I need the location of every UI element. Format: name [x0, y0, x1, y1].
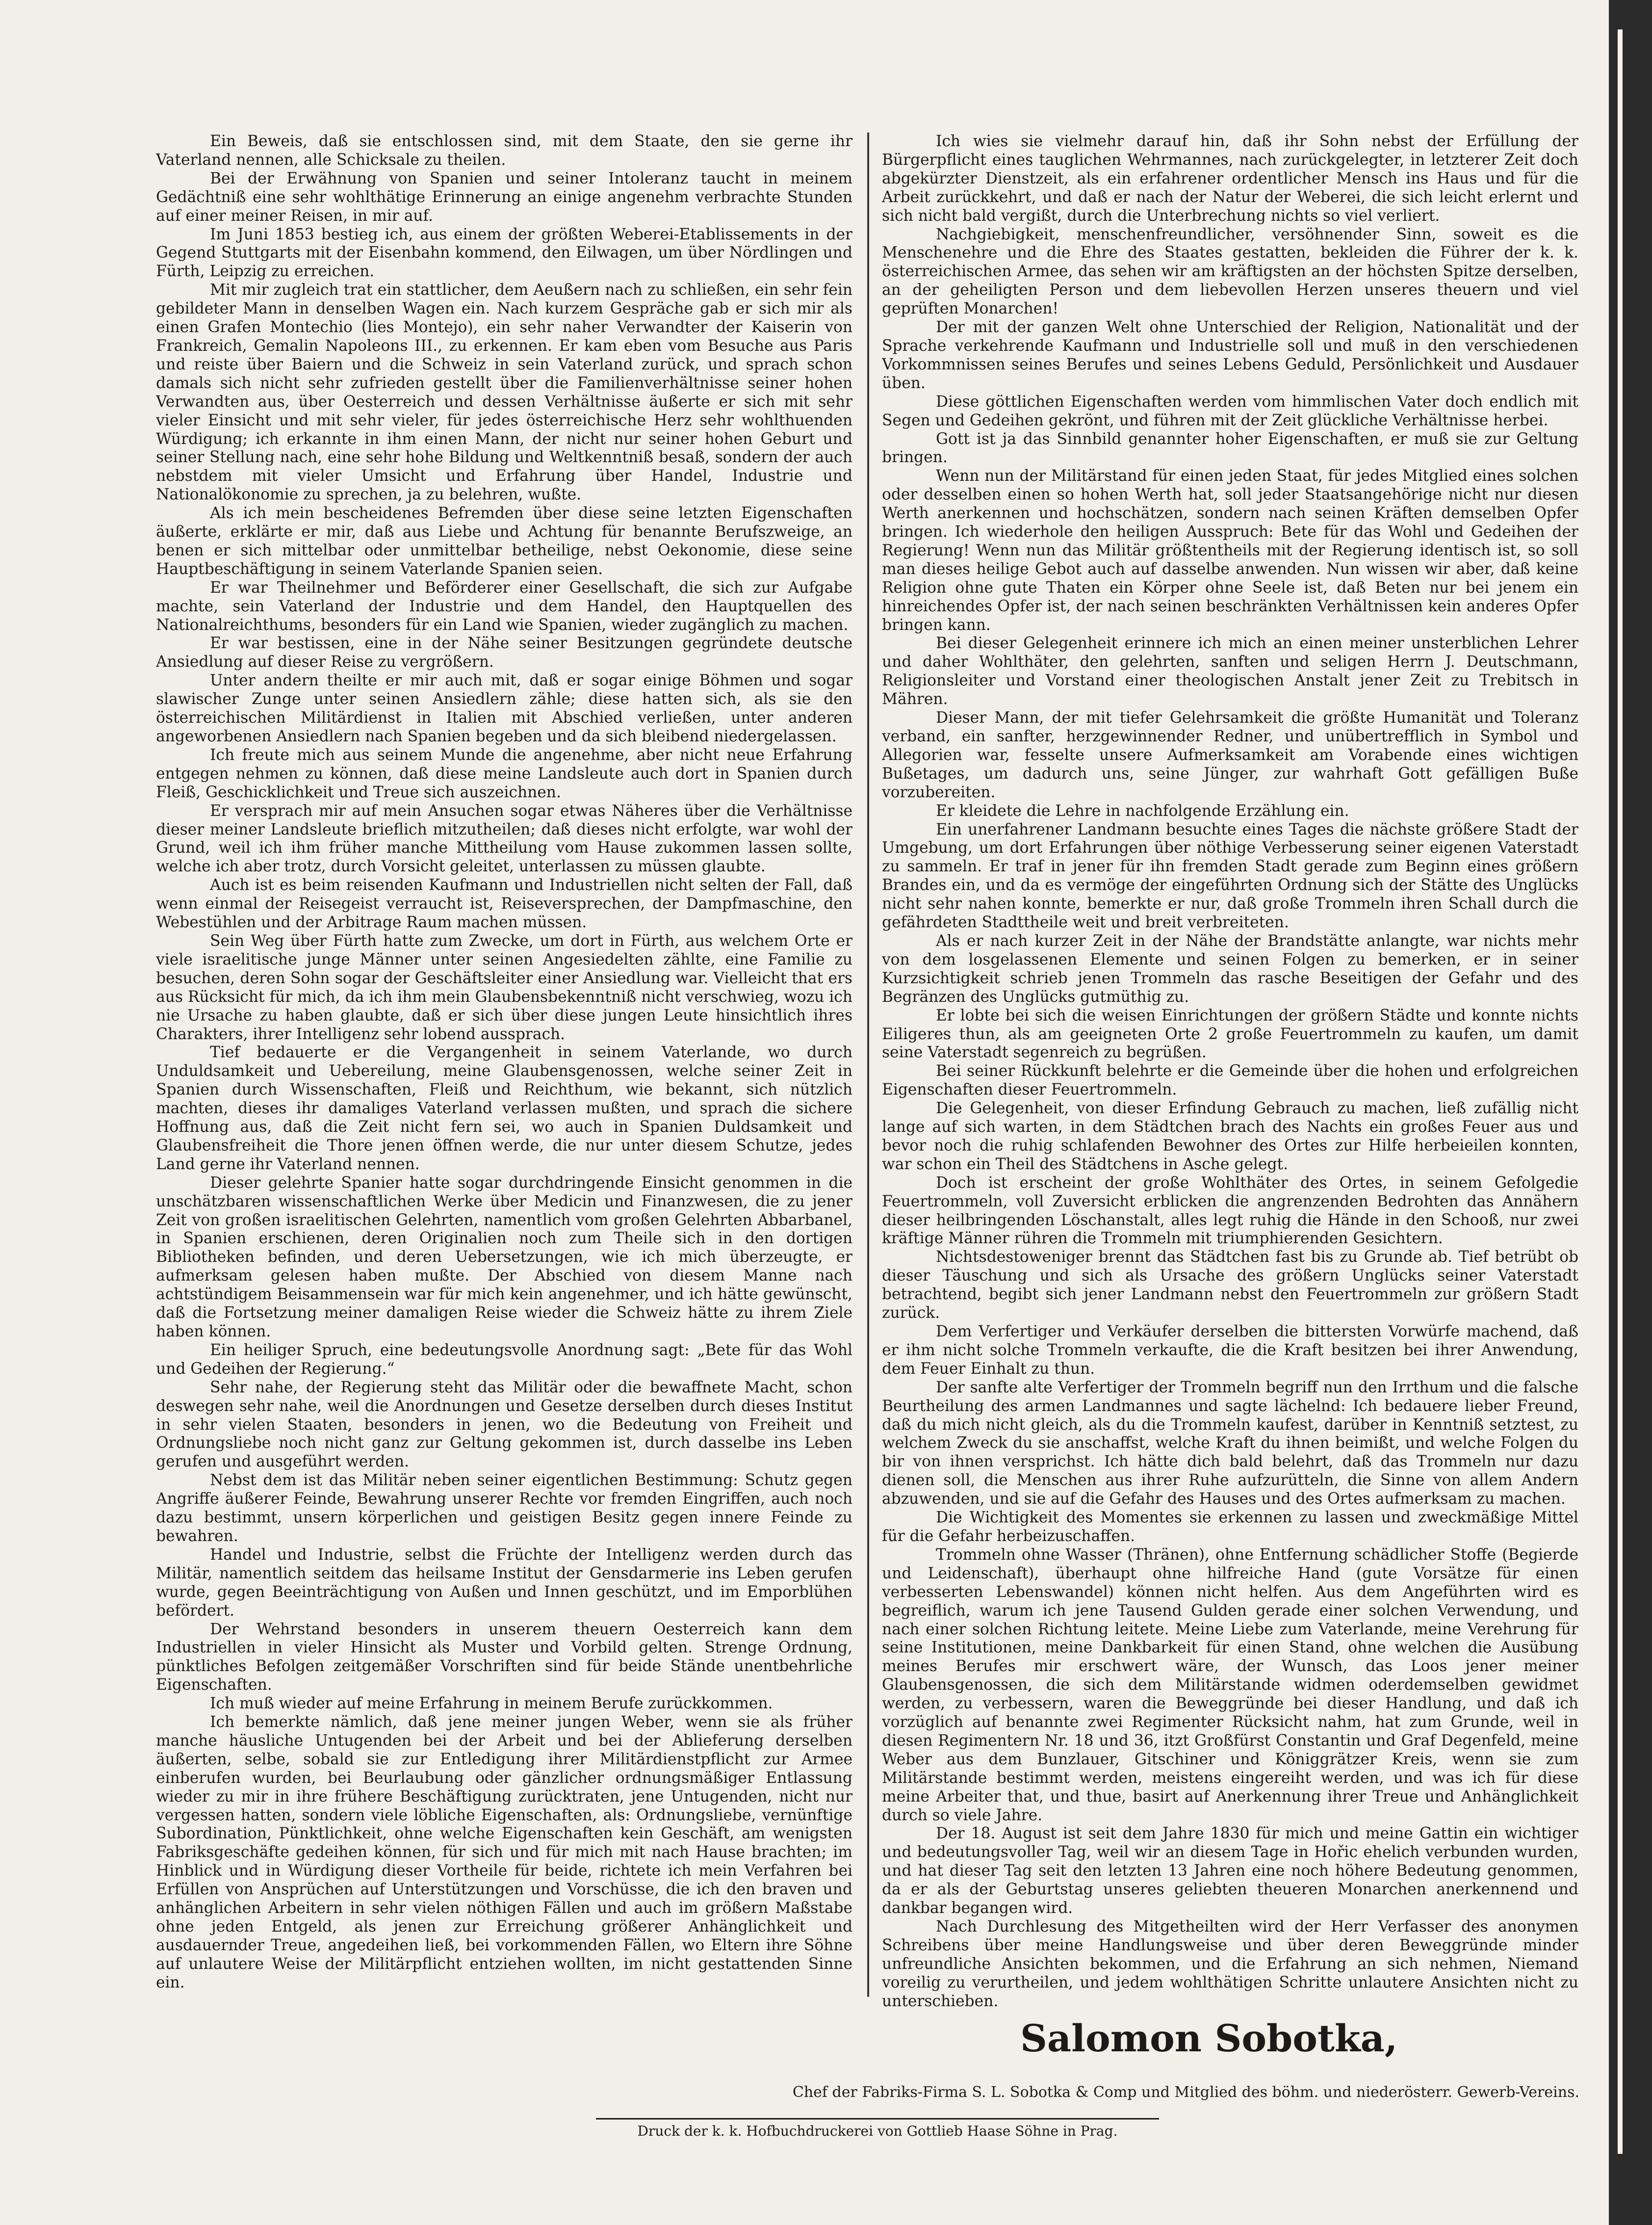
- paragraph: Die Gelegenheit, von dieser Erfindung Gebrauch zu machen, ließ zufällig nicht lange auf sich warten, in dem Städtchen brach des Nachts ein großes Feuer aus und bevor noch die ruhig schlafenden Bewohner des Ortes zur Hilfe herbeieilen konnten, war schon ein Theil des Städtchens in Asche gelegt.: [882, 1099, 1578, 1173]
- paragraph: Ich muß wieder auf meine Erfahrung in meinem Berufe zurückkommen.: [210, 1695, 773, 1713]
- paragraph: Als ich mein bescheidenes Befremden über diese seine letzten Eigenschaften äußerte, erklärte er mir, daß aus Liebe und Achtung für benannte Berufszweige, an benen er sich mittelbar oder unmittelbar betheilige, nebst Oekonomie, diese seine Hauptbeschäftigung in seinem Vaterlande Spanien seien.: [156, 504, 852, 578]
- paragraph: Dieser gelehrte Spanier hatte sogar durchdringende Einsicht genommen in die unschätzbaren wissenschaftlichen Werke über Medicin und Finanzwesen, die zu jener Zeit von großen israelitischen Gelehrten, namentlich vom großen Gelehrten Abbarbanel, in Spanien erschienen, deren Originalien noch zum Theile sich in den dortigen Bibliotheken befinden, und deren Uebersetzungen, wie ich mich überzeugte, er aufmerksam gelesen haben mußte. Der Abschied von diesem Manne nach achtstündigem Beisammensein war für mich kein angenehmer, und ich hätte gewünscht, daß die Fortsetzung meiner damaligen Reise wieder die Schweiz hätte zu ihrem Ziele haben können.: [156, 1174, 852, 1340]
- paragraph: Sein Weg über Fürth hatte zum Zwecke, um dort in Fürth, aus welchem Orte er viele israelitische junge Männer unter seinen Angesiedelten zählte, eine Familie zu besuchen, deren Sohn sogar der Geschäftsleiter einer Ansiedlung war. Vielleicht that ers aus Rücksicht für mich, da ich ihm mein Glaubensbekenntniß nicht verschwieg, wozu ich nie Ursache zu haben glaubte, daß er sich über diese jungen Leute hinsichtlich ihres Charakters, ihrer Intelligenz sehr lobend aussprach.: [156, 932, 852, 1043]
- paragraph: Gott ist ja das Sinnbild genannter hoher Eigenschaften, er muß sie zur Geltung bringen.: [882, 430, 1578, 467]
- column-divider: [867, 132, 869, 1997]
- paragraph: Der Wehrstand besonders in unserem theuern Oesterreich kann dem Industriellen in vieler Hinsicht als Muster und Vorbild gelten. Strenge Ordnung, pünktliches Befolgen zeitgemäßer Vorschriften sind für beide Stände unentbehrliche Eigenschaften.: [156, 1620, 852, 1694]
- paragraph: Handel und Industrie, selbst die Früchte der Intelligenz werden durch das Militär, namentlich seitdem das heilsame Institut der Gensdarmerie ins Leben gerufen wurde, gegen Beeinträchtigung von Außen und Innen geschützt, und im Emporblühen befördert.: [156, 1545, 852, 1620]
- right-column: [882, 132, 1578, 2012]
- paragraph: Tief bedauerte er die Vergangenheit in seinem Vaterlande, wo durch Unduldsamkeit und Uebereilung, meine Glaubensgenossen, welche seiner Zeit in Spanien durch Wissenschaften, Fleiß und Reichthum, wie bekannt, sich nützlich machten, dieses ihr damaliges Vaterland verlassen mußten, und sprach die sichere Hoffnung aus, daß die Zeit nicht fern sei, wo auch in Spanien Duldsamkeit und Glaubensfreiheit die Thore jenen öffnen werde, die nur unter diesem Schutze, jedes Land gerne ihr Vaterland nennen.: [156, 1044, 852, 1173]
- signature-title: Chef der Fabriks-Firma S. L. Sobotka & Comp und Mitglied des böhm. und niederösterr. Gewerb-Vereins.: [792, 2084, 1579, 2101]
- paragraph: Doch ist erscheint der große Wohlthäter des Ortes, in seinem Gefolgedie Feuertrommeln, voll Zuversicht erblicken die angrenzenden Bedrohten das Annähern dieser heilbringenden Löschanstalt, alles legt ruhig die Hände in den Schooß, nur zwei kräftige Männer rühren die Trommeln mit triumphierenden Gesichtern.: [882, 1174, 1578, 1248]
- paragraph: Diese göttlichen Eigenschaften werden vom himmlischen Vater doch endlich mit Segen und Gedeihen gekrönt, und führen mit der Zeit glückliche Verhältnisse herbei.: [882, 393, 1578, 429]
- paragraph: Der mit der ganzen Welt ohne Unterschied der Religion, Nationalität und der Sprache verkehrende Kaufmann und Industrielle soll und muß in den verschiedenen Vorkommnissen seines Berufes und seines Lebens Geduld, Persönlichkeit und Ausdauer üben.: [882, 318, 1578, 392]
- paragraph: Trommeln ohne Wasser (Thränen), ohne Entfernung schädlicher Stoffe (Begierde und Leidenschaft), überhaupt ohne hilfreiche Hand (gute Vorsätze für einen verbesserten Lebenswandel) können nicht helfen. Aus dem Angeführten wird es begreiflich, warum ich jene Tausend Gulden gerade einer solchen Verwendung, und nach einer solchen Richtung leitete. Meine Liebe zum Vaterlande, meine Verehrung für seine Institutionen, meine Dankbarkeit für einen Stand, ohne welchen die Ausübung meines Berufes mir erschwert wäre, der Wunsch, das Loos jener meiner Glaubensgenossen, die sich dem Militärstande widmen oderdemselben gewidmet werden, zu verbessern, waren die Beweggründe bei dieser Handlung, und daß ich vorzüglich auf benannte zwei Regimenter Rücksicht nahm, hat zum Grunde, weil in diesen Regimentern Nr. 18 und 36, itzt Großfürst Constantin und Graf Degenfeld, meine Weber aus dem Bunzlauer, Gitschiner und Königgrätzer Kreis, wenn sie zum Militärstande bestimmt werden, meistens eingereiht werden, und was ich für diese meine Arbeiter that, und thue, basirt auf Anerkennung ihrer Treue und Anhänglichkeit durch so viele Jahre.: [882, 1545, 1578, 1824]
- paragraph: Dem Verfertiger und Verkäufer derselben die bittersten Vorwürfe machend, daß er ihm nicht solche Trommeln verkaufte, die die Kraft besitzen bei ihrer Anwendung, dem Feuer Einhalt zu thun.: [882, 1323, 1578, 1378]
- paragraph: Er versprach mir auf mein Ansuchen sogar etwas Näheres über die Verhältnisse dieser meiner Landsleute brieflich mitzutheilen; daß dieses nicht erfolgte, war wohl der Grund, weil ich ihm früher manche Mittheilung vom Hause zukommen lassen sollte, welche ich aber trotz, durch Vorsicht geleitet, unterlassen zu müssen glaubte.: [156, 802, 852, 876]
- paragraph: Er war Theilnehmer und Beförderer einer Gesellschaft, die sich zur Aufgabe machte, sein Vaterland der Industrie und dem Handel, den Hauptquellen des Nationalreichthums, besonders für ein Land wie Spanien, wieder zugänglich zu machen.: [156, 578, 852, 634]
- paragraph: Bei dieser Gelegenheit erinnere ich mich an einen meiner unsterblichen Lehrer und daher Wohlthäter, den gelehrten, sanften und seligen Herrn J. Deutschmann, Religionsleiter und Vorstand einer theologischen Anstalt jener Zeit zu Trebitsch in Mähren.: [882, 634, 1578, 708]
- paragraph: Er kleidete die Lehre in nachfolgende Erzählung ein.: [936, 802, 1349, 820]
- paragraph: Ich freute mich aus seinem Munde die angenehme, aber nicht neue Erfahrung entgegen nehmen zu können, daß diese meine Landsleute auch dort in Spanien durch Fleiß, Geschicklichkeit und Treue sich auszeichnen.: [156, 746, 852, 801]
- paragraph: Nachgiebigkeit, menschenfreundlicher, versöhnender Sinn, soweit es die Menschenehre und die Ehre des Staates gestatten, bekleiden die Führer der k. k. österreichischen Armee, das sehen wir am kräftigsten an der höchsten Spitze derselben, an der geheiligten Person und dem liebevollen Herzen unseres theuern und viel geprüften Monarchen!: [882, 225, 1578, 318]
- paragraph: Nach Durchlesung des Mitgetheilten wird der Herr Verfasser des anonymen Schreibens über meine Handlungsweise und über deren Beweggründe minder unfreundliche Ansichten bekommen, und die Erfahrung an sich nehmen, Niemand voreilig zu verurtheilen, und jedem wohlthätigen Schritte unlautere Ansichten nicht zu unterschieben.: [882, 1918, 1578, 2010]
- paragraph: Bei seiner Rückkunft belehrte er die Gemeinde über die hohen und erfolgreichen Eigenschaften dieser Feuertrommeln.: [882, 1062, 1578, 1099]
- paragraph: Ich wies sie vielmehr darauf hin, daß ihr Sohn nebst der Erfüllung der Bürgerpflicht eines tauglichen Wehrmannes, nach zurückgelegter, in letzterer Zeit doch abgekürzter Dienstzeit, als ein erfahrener ordentlicher Mensch ins Haus und für die Arbeit zurückkehrt, und daß er nach der Natur der Weberei, die sich leicht erlernt und sich nicht bald vergißt, durch die Unterbrechung nichts so viel verliert.: [882, 132, 1578, 225]
- paragraph: Die Wichtigkeit des Momentes sie erkennen zu lassen und zweckmäßige Mittel für die Gefahr herbeizuschaffen.: [882, 1509, 1578, 1545]
- paragraph: Unter andern theilte er mir auch mit, daß er sogar einige Böhmen und sogar slawischer Zunge unter seinen Ansiedlern zähle; diese hatten sich, als sie den österreichischen Militärdienst in Italien mit Abschied verließen, unter anderen angeworbenen Ansiedlern nach Spanien begeben und da sich bleibend niedergelassen.: [156, 672, 852, 745]
- paragraph: Sehr nahe, der Regierung steht das Militär oder die bewaffnete Macht, schon deswegen sehr nahe, weil die Anordnungen und Gesetze derselben durch dieses Institut in sehr vielen Staaten, besonders in jenen, wo die Bedeutung von Freiheit und Ordnungsliebe noch nicht ganz zur Geltung gekommen ist, durch dasselbe ins Leben gerufen und ausgeführt werden.: [156, 1378, 852, 1471]
- paragraph: Mit mir zugleich trat ein stattlicher, dem Aeußern nach zu schließen, ein sehr fein gebildeter Mann in denselben Wagen ein. Nach kurzem Gespräche gab er sich mir als einen Grafen Montechio (lies Montejo), ein sehr naher Verwandter der Kaiserin von Frankreich, Gemalin Napoleons III., zu erkennen. Er kam eben vom Besuche aus Paris und reiste über Baiern und die Schweiz in sein Vaterland zurück, und sprach schon damals sich nicht sehr zufrieden gestellt über die Familienverhältnisse seiner hohen Verwandten aus, über Oesterreich und dessen Verhältnisse äußerte er sich mit sehr vieler Einsicht und mit sehr vieler, für jedes österreichische Herz sehr wohlthuenden Würdigung; ich erkannte in ihm einen Mann, der nicht nur seiner hohen Geburt und seiner Stellung nach, eine sehr hohe Bildung und Weltkenntniß besaß, sondern der auch nebstdem mit vieler Umsicht und Erfahrung über Handel, Industrie und Nationalökonomie zu sprechen, ja zu belehren, wußte.: [156, 281, 852, 504]
- paragraph: Der 18. August ist seit dem Jahre 1830 für mich und meine Gattin ein wichtiger und bedeutungsvoller Tag, weil wir an diesem Tage in Hořic ehelich verbunden wurden, und hat dieser Tag seit den letzten 13 Jahren eine noch höhere Bedeutung genommen, da er als der Geburtstag unseres geliebten theueren Monarchen anerkennend und dankbar begangen wird.: [882, 1825, 1578, 1917]
- paragraph: Auch ist es beim reisenden Kaufmann und Industriellen nicht selten der Fall, daß wenn einmal der Reisegeist verraucht ist, Reiseversprechen, der Dampfmaschine, den Webestühlen und der Arbitrage Raum machen müssen.: [156, 876, 852, 932]
- paragraph: Er lobte bei sich die weisen Einrichtungen der größern Städte und konnte nichts Eiligeres thun, als am geeigneten Orte 2 große Feuertrommeln zu kaufen, um damit seine Vaterstadt segenreich zu begrüßen.: [882, 1006, 1578, 1062]
- scan-page-edge: [1609, 0, 1652, 2225]
- paragraph: Ein Beweis, daß sie entschlossen sind, mit dem Staate, den sie gerne ihr Vaterland nennen, alle Schicksale zu theilen.: [156, 132, 852, 169]
- signature-name: Salomon Sobotka,: [1020, 2016, 1398, 2060]
- paragraph: Als er nach kurzer Zeit in der Nähe der Brandstätte anlangte, war nichts mehr von dem losgelassenen Elemente und seinen Folgen zu bemerken, er in seiner Kurzsichtigkeit schrieb jenen Trommeln das rasche Beseitigen der Gefahr und des Begränzen des Unglücks gutmüthig zu.: [882, 932, 1578, 1006]
- paragraph: Er war bestissen, eine in der Nähe seiner Besitzungen gegründete deutsche Ansiedlung auf dieser Reise zu vergrößern.: [156, 634, 852, 671]
- paragraph: Ein unerfahrener Landmann besuchte eines Tages die nächste größere Stadt der Umgebung, um dort Erfahrungen über nöthige Verbesserung seiner eigenen Vaterstadt zu sammeln. Er traf in jener für ihn fremden Stadt gerade zum Beginn eines größern Brandes ein, und da es vermöge der eingeführten Ordnung sich der Stätte des Unglücks nicht sehr nahen konnte, bemerkte er nur, daß große Trommeln ihren Schall durch die gefährdeten Stadttheile weit und breit verbreiteten.: [882, 820, 1578, 932]
- paragraph: Bei der Erwähnung von Spanien und seiner Intoleranz taucht in meinem Gedächtniß eine sehr wohlthätige Erinnerung an einige angenehm verbrachte Stunden auf einer meiner Reisen, in mir auf.: [156, 169, 852, 225]
- printer-imprint: Druck der k. k. Hofbuchdruckerei von Gottlieb Haase Söhne in Prag.: [637, 2123, 1118, 2139]
- paragraph: Nichtsdestoweniger brennt das Städtchen fast bis zu Grunde ab. Tief betrübt ob dieser Täuschung und sich als Ursache des größern Unglücks seiner Vaterstadt betrachtend, begibt sich jener Landmann nebst den Feuertrommeln zur größern Stadt zurück.: [882, 1248, 1578, 1322]
- paragraph: Wenn nun der Militärstand für einen jeden Staat, für jedes Mitglied eines solchen oder desselben einen so hohen Werth hat, soll jeder Staatsangehörige nicht nur diesen Werth anerkennen und hochschätzen, sondern nach seinen Kräften demselben Opfer bringen. Ich wiederhole den heiligen Ausspruch: Bete für das Wohl und Gedeihen der Regierung! Wenn nun das Militär größtentheils mit der Regierung identisch ist, so soll man dieses heilige Gebot auch auf dasselbe anwenden. Nun wissen wir aber, daß keine Religion ohne gute Thaten ein Körper ohne Seele ist, daß Beten nur bei jenem ein hinreichendes Opfer ist, der nach seinen beschränkten Verhältnissen kein anderes Opfer bringen kann.: [882, 467, 1578, 634]
- paragraph: Nebst dem ist das Militär neben seiner eigentlichen Bestimmung: Schutz gegen Angriffe äußerer Feinde, Bewahrung unserer Rechte vor fremden Eingriffen, auch noch dazu bestimmt, unsern körperlichen und geistigen Besitz gegen innere Feinde zu bewahren.: [156, 1471, 852, 1545]
- paragraph: Ich bemerkte nämlich, daß jene meiner jungen Weber, wenn sie als früher manche häusliche Untugenden bei der Arbeit und bei der Ablieferung derselben äußerten, selbe, sobald sie zur Entledigung ihrer Militärdienstpflicht zur Armee einberufen wurden, bei Beurlaubung oder gänzlicher ordnungsmäßiger Entlassung wieder zu mir in ihre frühere Beschäftigung zurücktraten, jene Untugenden, nicht nur vergessen hatten, sondern viele löbliche Eigenschaften, als: Ordnungsliebe, vernünftige Subordination, Pünktlichkeit, ohne welche Eigenschaften kein Geschäft, am wenigsten Fabriksgeschäfte gedeihen können, für sich und für mich mit nach Hause brachten; im Hinblick und in Würdigung dieser Vortheile für beide, richtete ich mein Verfahren bei Erfüllen von Ansprüchen auf Unterstützungen und Vorschüsse, die ich den braven und anhänglichen Arbeitern in sehr vielen nöthigen Fällen und auch im größern Maßstabe ohne jeden Entgeld, als jenen zur Erreichung größerer Anhänglichkeit und ausdauernder Treue, angedeihen ließ, bei vorkommenden Fällen, wo Eltern ihre Söhne auf unlautere Weise der Militärpflicht entziehen wollten, im nicht gestattenden Sinne ein.: [156, 1713, 852, 1991]
- paragraph: Der sanfte alte Verfertiger der Trommeln begriff nun den Irrthum und die falsche Beurtheilung des armen Landmannes und sagte lächelnd: Ich bedauere lieber Freund, daß du mich nicht gleich, als du die Trommeln kaufest, darüber in Kenntniß setztest, zu welchem Zweck du sie anschaffst, welche Kraft du ihnen beimißt, und welche Folgen du bir von ihnen versprichst. Ich hätte dich bald belehrt, daß das Trommeln nur dazu dienen soll, die Menschen aus ihrer Ruhe aufzurütteln, die Sinne von allem Andern abzuwenden, und sie auf die Gefahr des Hauses und des Ortes aufmerksam zu machen.: [882, 1378, 1578, 1508]
- left-column: [156, 132, 852, 2012]
- paragraph: Im Juni 1853 bestieg ich, aus einem der größten Weberei-Etablissements in der Gegend Stuttgarts mit der Eisenbahn kommend, den Eilwagen, um über Nördlingen und Fürth, Leipzig zu erreichen.: [156, 225, 852, 281]
- paragraph: Dieser Mann, der mit tiefer Gelehrsamkeit die größte Humanität und Toleranz verband, ein sanfter, herzgewinnender Redner, und unübertrefflich in Symbol und Allegorien war, fesselte unsere Aufmerksamkeit am Vorabende eines wichtigen Bußetages, um dadurch uns, seine Jünger, zur wahrhaft Gott gefälligen Buße vorzubereiten.: [882, 709, 1578, 801]
- paragraph: Ein heiliger Spruch, eine bedeutungsvolle Anordnung sagt: „Bete für das Wohl und Gedeihen der Regierung.“: [156, 1341, 852, 1378]
